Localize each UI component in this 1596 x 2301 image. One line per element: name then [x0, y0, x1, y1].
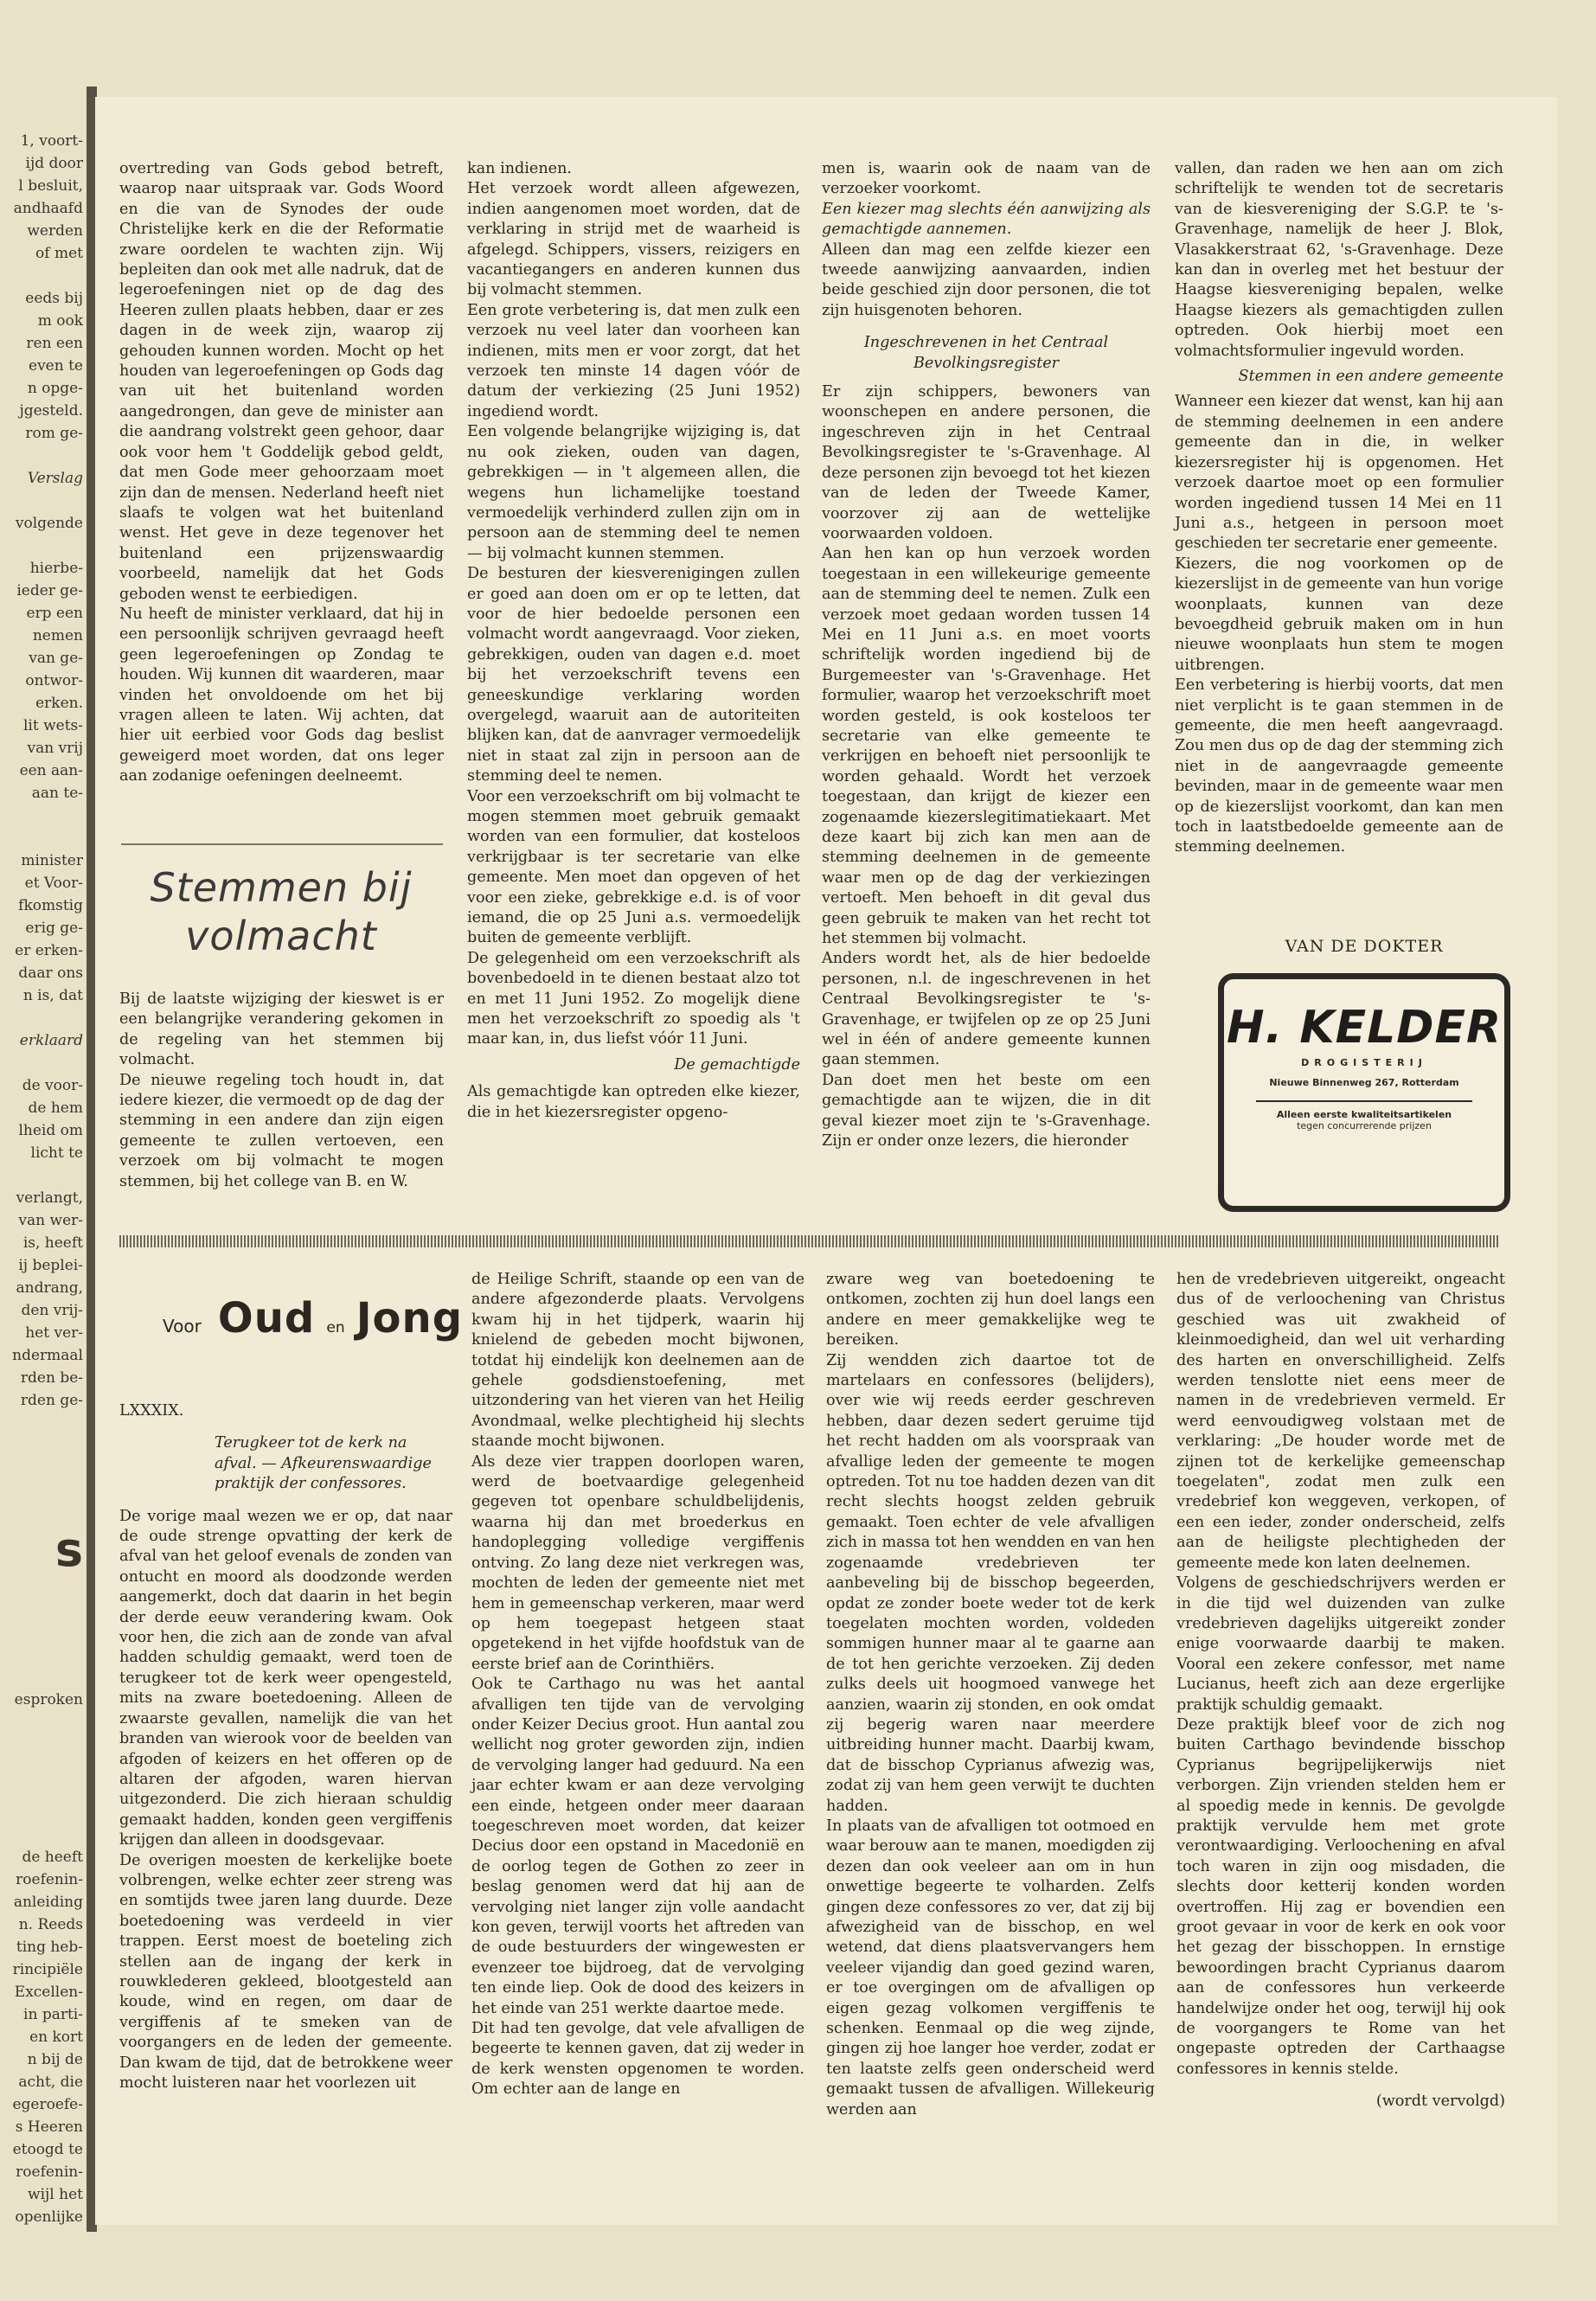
article-continuation: overtreding van Gods gebod betreft, waarop naar uitspraak var. Gods Woord en die van de Synodes der oude Christelijke kerk en die der Reformatie zware oordelen te wachten zijn. Wij bepleiten dan ook met alle nadruk, dat de legeroefeningen niet op de dag des Heeren zullen plaats hebben, daar er zes dagen in de week zijn, waarop zij gehouden kunnen worden. Mocht op het houden van legeroefeningen op Gods dag van uit het buitenland worden aangedrongen, dan geve de minister aan die aandrang volstrekt geen gehoor, daar ook voor hem 't Goddelijk gebod geldt, dat men Gode meer gehoorzaam moet zijn dan de mensen. Nederland heeft niet slaafs te volgen wat het buitenland wenst. Het geve in deze tegenover het buitenland een prijzenswaardig voorbeeld, namelijk dat het Gods geboden wenst te eerbiedigen. — [119, 160, 444, 603]
paragraph: Kiezers, die nog voorkomen op de kiezerslijst in de gemeente van hun vorige woonplaats, kunnen van deze bevoegdheid gebruik maken om in hun nieuwe woonplaats hun stem te mogen uitbrengen. — [1175, 554, 1503, 674]
neighbouring-page-line: lit wets- — [22, 717, 83, 734]
neighbouring-page-line — [0, 535, 83, 557]
neighbouring-page-line: n opge- — [27, 380, 83, 397]
neighbouring-page-line: lheid om — [18, 1122, 83, 1139]
ad-header: VAN DE DOKTER — [1285, 937, 1444, 956]
neighbouring-page-line — [0, 1479, 83, 1502]
neighbouring-page-line — [0, 1164, 83, 1187]
neighbouring-page-line: roefenin- — [16, 2163, 83, 2181]
neighbouring-page-line: de voor- — [22, 1077, 83, 1094]
neighbouring-page-line: een aan- — [19, 762, 83, 779]
neighbouring-page-line: er erken- — [15, 942, 83, 959]
neighbouring-page-line: van ge- — [29, 650, 83, 667]
neighbouring-page-line: even te — [29, 357, 83, 375]
neighbouring-page-line: erig ge- — [25, 920, 83, 937]
ad-divider — [1256, 1100, 1472, 1102]
column-3-top — [822, 159, 1151, 1152]
paragraph: Het verzoek wordt alleen afgewezen, indien aangenomen moet worden, dat de verklaring in strijd met de waarheid is afgelegd. Schippers, vissers, reizigers en vacantiegangers en anderen kunnen dus bij volmacht stemmen. — [467, 180, 800, 299]
column-1-top — [119, 159, 444, 787]
paragraph: hen de vredebrieven uitgereikt, ongeacht dus of de verloochening van Christus geschied was uit zwakheid of kleinmoedigheid, dan wel uit verharding des harten en onverschilligheid. Zelfs werden tenslotte niet eens meer de namen in de vredebrieven vermeld. Er werd eenvoudigweg volstaan met de verklaring: „De houder worde met de zijnen tot de kerkelijke gemeenschap toegelaten", zodat men zulk een vredebrief kon weggeven, verkopen, of een een ieder, zonder onderscheid, zelfs aan de heiligste plechtigheden der gemeente mede kon laten deelnemen. — [1176, 1271, 1505, 1572]
headline-stemmen-bij-volmacht — [130, 863, 433, 960]
neighbouring-page-line: minister — [21, 852, 83, 869]
column-1-bottom — [119, 1401, 452, 2093]
neighbouring-page-line — [0, 1007, 83, 1029]
neighbouring-page-line: of met — [35, 245, 83, 262]
neighbouring-page-line: van wer- — [18, 1212, 83, 1229]
neighbouring-page-line: l besluit, — [18, 177, 83, 195]
neighbouring-page-line — [0, 1666, 83, 1689]
neighbouring-page-line: verlangt, — [16, 1189, 83, 1207]
column-4-bottom — [1176, 1270, 1505, 2112]
neighbouring-page-line: erp een — [26, 605, 83, 622]
paragraph: Wanneer een kiezer dat wenst, kan hij aan de stemming deelnemen in een andere gemeente dan in die, in welker kiezersregister hij is opgenomen. Het verzoek daartoe moet op een formulier worden ingediend tussen 14 Mei en 11 Juni a.s., hetgeen in persoon moet geschieden ter secretarie ener gemeente. — [1175, 393, 1503, 553]
neighbouring-page-line: n bij de — [27, 2051, 83, 2068]
neighbouring-page-line — [0, 265, 83, 287]
ad-name: H. KELDER — [1226, 1002, 1503, 1054]
neighbouring-page-line: m ook — [37, 312, 83, 330]
neighbouring-page-line: roefenin- — [16, 1871, 83, 1888]
neighbouring-page-line — [0, 804, 83, 827]
neighbouring-page-line: jgesteld. — [19, 402, 83, 420]
section-number: LXXXIX. — [119, 1402, 184, 1420]
neighbouring-page-line: esproken — [14, 1691, 83, 1708]
paragraph: Als gemachtigde kan optreden elke kiezer, die in het kiezersregister opgeno- — [467, 1083, 800, 1121]
neighbouring-page-line: s — [54, 1522, 83, 1577]
paragraph: men is, waarin ook de naam van de verzoeker voorkomt. — [822, 160, 1151, 198]
neighbouring-page-line: 1, voort- — [20, 132, 83, 150]
neighbouring-page-line: ontwor- — [25, 672, 83, 689]
paragraph: Als deze vier trappen doorlopen waren, werd de boetvaardige gelegenheid gegeven tot openbare schuldbelijdenis, waarna hij dan met broederkus en handoplegging volledige vergiffenis ontving. Zo lang deze niet verkregen was, mochten de leden der gemeente niet met hem in gemeenschap verkeren, maar werd op hem toegepast hetgeen staat opgetekend in het vijfde hoofdstuk van de eerste brief aan de Corinthiërs. — [471, 1452, 804, 1673]
neighbouring-page-line: ren een — [26, 335, 83, 352]
advertisement-kelder — [1218, 973, 1510, 1212]
ad-address: Nieuwe Binnenweg 267, Rotterdam — [1269, 1077, 1459, 1088]
neighbouring-page-line: fkomstig — [18, 897, 83, 914]
neighbouring-page-line: n. Reeds — [18, 1916, 83, 1933]
neighbouring-page-line: de heeft — [22, 1849, 83, 1866]
article-continuation-p2: Nu heeft de minister verklaard, dat hij in een persoonlijk schrijven gevraagd heeft geen legeroefeningen op Zondag te houden. Wij kunnen dit waarderen, maar vinden het onvoldoende om het bij vragen alleen te laten. Wij achten, dat hier uit eerbied voor Gods dag beslist geweigerd moet worden, dat ons leger aan zodanige oefeningen deelneemt. — [119, 605, 444, 785]
paragraph: Alleen dan mag een zelfde kiezer een tweede aanwijzing aanvaarden, indien beide geschied zijn door personen, die tot zijn huisgenoten behoren. — [822, 240, 1151, 319]
neighbouring-page-line: van vrij — [27, 740, 83, 757]
neighbouring-page-line — [0, 1502, 83, 1524]
neighbouring-page-line — [0, 1711, 83, 1734]
neighbouring-page-line: hierbe- — [29, 560, 83, 577]
voor-oud-en-jong-heading — [163, 1294, 463, 1343]
paragraph: kan indienen. — [467, 160, 572, 177]
neighbouring-page-strip — [0, 130, 83, 2226]
neighbouring-page-line — [0, 445, 83, 467]
heading-en: en — [326, 1319, 345, 1336]
neighbouring-page-line: het ver- — [25, 1324, 83, 1342]
neighbouring-page-line: andrang, — [16, 1279, 83, 1297]
subhead-andere-gemeente: Stemmen in een andere gemeente — [1238, 368, 1503, 386]
neighbouring-page-line — [0, 1434, 83, 1457]
paragraph: Deze praktijk bleef voor de zich nog buiten Carthago bevindende bisschop Cyprianus begrijpelijkerwijs niet verborgen. Zijn vrienden stelden hem er al spoedig mede in kennis. De gevolgde praktijk vervulde hem met grote verontwaardiging. Verloochening en afval toch waren in zijn oog misdaden, die slechts door ketterij konden worden overtroffen. Hij zag er bovendien een groot gevaar in voor de kerk en ook voor het gezag der bisschoppen. In ernstige bewoordingen bracht Cyprianus daarom aan de confessores hun verkeerde handelwijze onder het oog, terwijl hij ook de voorgangers te Rome van het ongepaste optreden der Carthaagse confessores in kennis stelde. — [1176, 1715, 1505, 2078]
neighbouring-page-line: erklaard — [19, 1032, 83, 1049]
neighbouring-page-line: werden — [27, 222, 83, 240]
neighbouring-page-line: Excellen- — [14, 1984, 83, 2001]
paragraph: Dit had ten gevolge, dat vele afvalligen de begeerte te kennen gaven, dat zij weder in de kerk wensten opgenomen te worden. Om echter aan de lange en — [471, 2020, 804, 2099]
paragraph: Een grote verbetering is, dat men zulk een verzoek nu veel later dan voorheen kan indienen, mits men er voor zorgt, dat het verzoek ten minste 14 dagen vóór de datum der verkiezing (25 Juni 1952) ingediend wordt. — [467, 301, 800, 420]
to-be-continued: (wordt vervolgd) — [1375, 2093, 1505, 2111]
article-intro: Bij de laatste wijziging der kieswet is er een belangrijke verandering gekomen in de regeling van het stemmen bij volmacht. — [119, 990, 444, 1069]
neighbouring-page-line — [0, 1644, 83, 1666]
neighbouring-page-line: etoogd te — [12, 2141, 83, 2158]
ad-tagline-1: Alleen eerste kwaliteitsartikelen — [1276, 1109, 1452, 1120]
neighbouring-page-line: en kort — [29, 2029, 83, 2046]
neighbouring-page-line: ij beplei- — [18, 1257, 83, 1274]
neighbouring-page-line: et Voor- — [24, 875, 83, 892]
paragraph: zware weg van boetedoening te ontkomen, zochten zij hun doel langs een andere en meer gemakkelijke weg te bereiken. — [826, 1271, 1155, 1349]
neighbouring-page-line: rden ge- — [20, 1392, 83, 1409]
headline-line-1: Stemmen bij — [150, 864, 413, 911]
neighbouring-page-line: s Heeren — [15, 2118, 83, 2136]
neighbouring-page-line — [0, 1779, 83, 1801]
neighbouring-page-line: ieder ge- — [16, 582, 83, 599]
paragraph: vallen, dan raden we hen aan om zich schriftelijk te wenden tot de secretaris van de kiesvereniging der S.G.P. te 's-Gravenhage, namelijk de heer J. Blok, Vlasakkerstraat 62, 's-Gravenhage. Deze kan dan in overleg met het bestuur der Haagse kiesvereniging bepalen, welke Haagse kiezers als gemachtigden zullen optreden. Ook hierbij moet een volmachtsformulier ingevuld worden. — [1175, 160, 1503, 360]
neighbouring-page-line — [0, 1576, 83, 1599]
column-2-top — [467, 159, 800, 1123]
heading-jong: Jong — [356, 1294, 464, 1343]
heading-oud: Oud — [217, 1294, 316, 1343]
neighbouring-page-line: erken. — [35, 695, 83, 712]
neighbouring-page-line: egeroefe- — [12, 2096, 83, 2113]
paragraph: Er zijn schippers, bewoners van woonschepen en andere personen, die ingeschreven zijn in het Centraal Bevolkingsregister te 's-Gravenhage. Al deze personen zijn bevoegd tot het kiezen van de leden der Tweede Kamer, voorzover zij aan de wettelijke voorwaarden voldoen. — [822, 383, 1151, 542]
neighbouring-page-line: in parti- — [23, 2006, 83, 2023]
column-2-bottom — [471, 1270, 804, 2100]
neighbouring-page-line — [0, 1801, 83, 1823]
paragraph: Volgens de geschiedschrijvers werden er in die tijd wel duizenden van zulke vredebrieven dagelijks uitgereikt zonder enige voorwaarde daarbij te maken. Vooral een zekere confessor, met name Lucianus, heeft zich aan deze ergerlijke praktijk schuldig gemaakt. — [1176, 1574, 1505, 1714]
neighbouring-page-line — [0, 1734, 83, 1756]
neighbouring-page-line: eeds bij — [25, 290, 83, 307]
paragraph: Dan doet men het beste om een gemachtigde aan te wijzen, die in dit geval kiezer moet zijn te 's-Gravenhage. Zijn er onder onze lezers, die hieronder — [822, 1071, 1151, 1150]
neighbouring-page-line — [0, 1756, 83, 1779]
paragraph: Anders wordt het, als de hier bedoelde personen, n.l. de ingeschrevenen in het Centraal Bevolkingsregister te 's-Gravenhage, er twijfelen op ze op 25 Juni wel in één of andere gemeente kunnen gaan stemmen. — [822, 950, 1151, 1069]
paragraph: Een volgende belangrijke wijziging is, dat nu ook zieken, ouden van dagen, gebrekkigen — in 't algemeen allen, die wegens hun lichamelijke toestand vermoedelijk verhinderd zullen zijn om in persoon aan de stemming deel te nemen — bij volmacht kunnen stemmen. — [467, 423, 800, 562]
neighbouring-page-line — [0, 1599, 83, 1621]
neighbouring-page-line: ndermaal — [12, 1347, 83, 1364]
neighbouring-page-line: aan te- — [31, 785, 83, 802]
neighbouring-page-line — [0, 1621, 83, 1644]
neighbouring-page-line: acht, die — [18, 2073, 83, 2091]
column-divider — [121, 843, 443, 845]
column-4-top — [1175, 159, 1503, 858]
paragraph: In plaats van de afvalligen tot ootmoed en waar berouw aan te manen, moedigden zij dezen dan ook veeleer aan om in hun onwettige begeerte te volharden. Zelfs gingen deze confessores zo ver, dat zij bij afwezigheid van de bisschop, en wel wetend, dat diens plaatsvervangers hem veeleer vijandig dan goed gezind waren, er toe overgingen om de afvalligen op eigen gezag volkomen vergiffenis te schenken. Eenmaal op die weg zijnde, gingen zij hoe langer hoe verder, zodat er ten laatste zelfs geen onderscheid werd gemaakt tussen de afvalligen. Willekeurig werden aan — [826, 1817, 1155, 2118]
paragraph: Ook te Carthago nu was het aantal afvalligen ten tijde van de vervolging onder Keizer Decius groot. Hun aantal zou wellicht nog groter geworden zijn, indien de vervolging langer had geduurd. Na een jaar echter kwam er aan deze vervolging een einde, hetgeen onder meer daaraan toegeschreven moet worden, dat keizer Decius door een opstand in Macedonië en de oorlog tegen de Gothen zo zeer in beslag genomen werd dat hij aan de vervolging niet langer zijn volle aandacht kon geven, terwijl voorts het aftreden van de oude bestuurders der wingewesten er evenzeer toe bijdroeg, dat de vervolging ten einde liep. Ook de dood des keizers in het einde van 251 werkte daartoe mede. — [471, 1676, 804, 2017]
paragraph: De besturen der kiesverenigingen zullen er goed aan doen om er op te letten, dat voor de hier bedoelde personen een volmacht wordt aangevraagd. Voor zieken, gebrekkigen, ouden van dagen e.d. moet bij het verzoekschrift tevens een geneeskundige verklaring worden overgelegd, waaruit aan de autoriteiten blijken kan, dat de aanvrager vermoedelijk niet in staat zal zijn in persoon aan de stemming deel te nemen. — [467, 565, 800, 785]
neighbouring-page-line: ting heb- — [16, 1939, 83, 1956]
paragraph: De gelegenheid om een verzoekschrift als bovenbedoeld in te dienen bestaat alzo tot en met 11 Juni 1952. Zo mogelijk diene men het verzoekschrift zo spoedig als 't maar kan, in, dus liefst vóór 11 Juni. — [467, 949, 800, 1048]
neighbouring-page-line: ijd door — [25, 155, 83, 172]
neighbouring-page-line: daar ons — [18, 965, 83, 982]
neighbouring-page-line: is, heeft — [22, 1234, 83, 1252]
subhead-de-gemachtigde: De gemachtigde — [674, 1055, 800, 1074]
paragraph: Voor een verzoekschrift om bij volmacht te mogen stemmen moet gebruik gemaakt worden van een formulier, dat kosteloos verkrijgbaar is ter secretarie van elke gemeente. Men moet dan opgeven of het voor een zieke, gebrekkige e.d. is of voor iemand, die op 25 Juni a.s. vermoedelijk buiten de gemeente verblijft. — [467, 787, 800, 947]
neighbouring-page-line: licht te — [30, 1144, 83, 1162]
neighbouring-page-line — [0, 1412, 83, 1434]
neighbouring-page-line: openlijke — [15, 2208, 83, 2226]
paragraph: De overigen moesten de kerkelijke boete volbrengen, welke echter zeer streng was en somtijds twee jaren lang duurde. Deze boetedoening was verdeeld in vier trappen. Eerst moest de boeteling zich stellen aan de ingang der kerk in rouwklederen gekleed, blootgesteld aan koude, wind en regen, om daar de vergiffenis af te smeken van de voorgangers en de leden der gemeente. Dan kwam de tijd, dat de betrokkene weer mocht luisteren naar het voorlezen uit — [119, 1851, 452, 2092]
paragraph: Aan hen kan op hun verzoek worden toegestaan in een willekeurige gemeente aan de stemming deel te nemen. Zulk een verzoek moet gedaan worden tussen 14 Mei en 11 Juni a.s. en moet voorts schriftelijk worden ingediend bij de Burgemeester van 's-Gravenhage. Het formulier, waarop het verzoekschrift moet worden gesteld, is ook kosteloos ter secretarie van elke gemeente te verkrijgen en behoeft niet persoonlijk te worden gehaald. Wordt het verzoek toegestaan, dan krijgt de kiezer een zogenaamde kiezerslegitimatiekaart. Met deze kaart bij zich kan men aan de stemming deelnemen in de gemeente waar men op de dag der verkiezingen vertoeft. Men behoeft in dit geval dus geen gebruik te maken van het recht tot het stemmen bij volmacht. — [822, 545, 1151, 948]
ad-tagline-2: tegen concurrerende prijzen — [1297, 1120, 1432, 1131]
article-intro-p2: De nieuwe regeling toch houdt in, dat iedere kiezer, die vermoedt op de dag der stemming in een andere dan zijn eigen gemeente te zullen vertoeven, een verzoek om bij volmacht te mogen stemmen, bij het college van B. en W. — [119, 1071, 444, 1190]
column-1-article — [119, 990, 444, 1192]
neighbouring-page-line: anleiding — [13, 1894, 83, 1911]
paragraph: Zij wendden zich daartoe tot de martelaars en confessores (belijders), over wie wij reeds eerder geschreven hebben, daar dezen sedert geruime tijd het recht hadden om als voorspraak van afvallige leden der gemeente te mogen optreden. Tot nu toe hadden dezen van dit recht slechts hoogst zelden gebruik gemaakt. Toen echter de vele afvalligen zich in massa tot hen wendden en van hen zogenaamde vredebrieven ter aanbeveling bij de bisschop begeerden, opdat ze zonder boete weder tot de kerk toegelaten mochten worden, voldeden sommigen hunner maar al te gaarne aan de tot hen gerichte verzoeken. Zij deden zulks deels uit hoogmoed vanwege het aanzien, waarin zij stonden, en ook omdat zij begerig waren naar meerdere uitbreiding hunner macht. Daarbij kwam, dat de bisschop Cyprianus afwezig was, zodat zij van hem geen verwijt te duchten hadden. — [826, 1351, 1155, 1815]
neighbouring-page-line: rom ge- — [25, 425, 83, 442]
column-3-bottom — [826, 1270, 1155, 2120]
headline-line-2: volmacht — [185, 913, 377, 959]
neighbouring-page-line — [0, 1052, 83, 1074]
section-divider — [119, 1235, 1499, 1247]
paragraph: De vorige maal wezen we er op, dat naar de oude strenge opvatting der kerk de afval van het geloof evenals de zonden van ontucht en moord als doodzonde werden aangemerkt, doch dat daarin in het begin der derde eeuw verandering kwam. Ook voor hen, die zich aan de zonde van afval hadden schuldig gemaakt, werd toen de terugkeer tot de kerk weer opengesteld, mits na zware boetedoening. Alleen de zwaarste gevallen, namelijk die van het branden van wierook voor de beelden van afgoden of keizers en het offeren op de altaren der afgoden, waren hiervan uitgezonderd. Die zich hieraan schuldig gemaakt hadden, konden geen vergiffenis krijgen dan alleen in doodsgevaar. — [119, 1507, 452, 1849]
section-subtitle: Terugkeer tot de kerk na afval. — Afkeurenswaardige praktijk der confessores. — [215, 1434, 432, 1493]
paragraph: Een verbetering is hierbij voorts, dat men niet verplicht is te gaan stemmen in de gemeente, die men heeft aangevraagd. Zou men dus op de dag der stemming zich niet in de aangevraagde gemeente bevinden, maar in de gemeente waar men op de kiezerslijst voorkomt, dan kan men toch in laatstbedoelde gemeente aan de stemming deelnemen. — [1175, 676, 1503, 856]
paragraph-emphasis: Een kiezer mag slechts één aanwijzing als gemachtigde aannemen. — [822, 200, 1151, 239]
neighbouring-page-line: andhaafd — [13, 200, 83, 217]
neighbouring-page-line: wijl het — [28, 2186, 83, 2203]
heading-voor: Voor — [163, 1316, 202, 1336]
neighbouring-page-line: rincipiële — [12, 1961, 83, 1978]
neighbouring-page-line: den vrij- — [21, 1302, 83, 1319]
neighbouring-page-line — [0, 1823, 83, 1846]
neighbouring-page-line — [0, 490, 83, 512]
neighbouring-page-line — [0, 827, 83, 849]
neighbouring-page-line: de hem — [28, 1099, 83, 1117]
neighbouring-page-line: Verslag — [27, 470, 83, 487]
neighbouring-page-line: volgende — [15, 515, 83, 532]
paragraph: de Heilige Schrift, staande op een van de andere afgezonderde plaats. Vervolgens kwam hij in het tijdperk, waarin hij knielend de gebeden mocht bijwonen, totdat hij eindelijk kon deelnemen aan de gehele godsdienstoefening, met uitzondering van het vieren van het Heilig Avondmaal, welke plechtigheid hij slechts staande mocht bijwonen. — [471, 1271, 804, 1451]
neighbouring-page-line: rden be- — [20, 1369, 83, 1387]
neighbouring-page-line: nemen — [32, 627, 83, 644]
neighbouring-page-line: n is, dat — [22, 987, 83, 1004]
subhead-centraal-bevolkingsregister: Ingeschrevenen in het Centraal Bevolkingsregister — [863, 334, 1109, 372]
neighbouring-page-line — [0, 1457, 83, 1479]
ad-subtitle: DROGISTERIJ — [1301, 1057, 1427, 1068]
